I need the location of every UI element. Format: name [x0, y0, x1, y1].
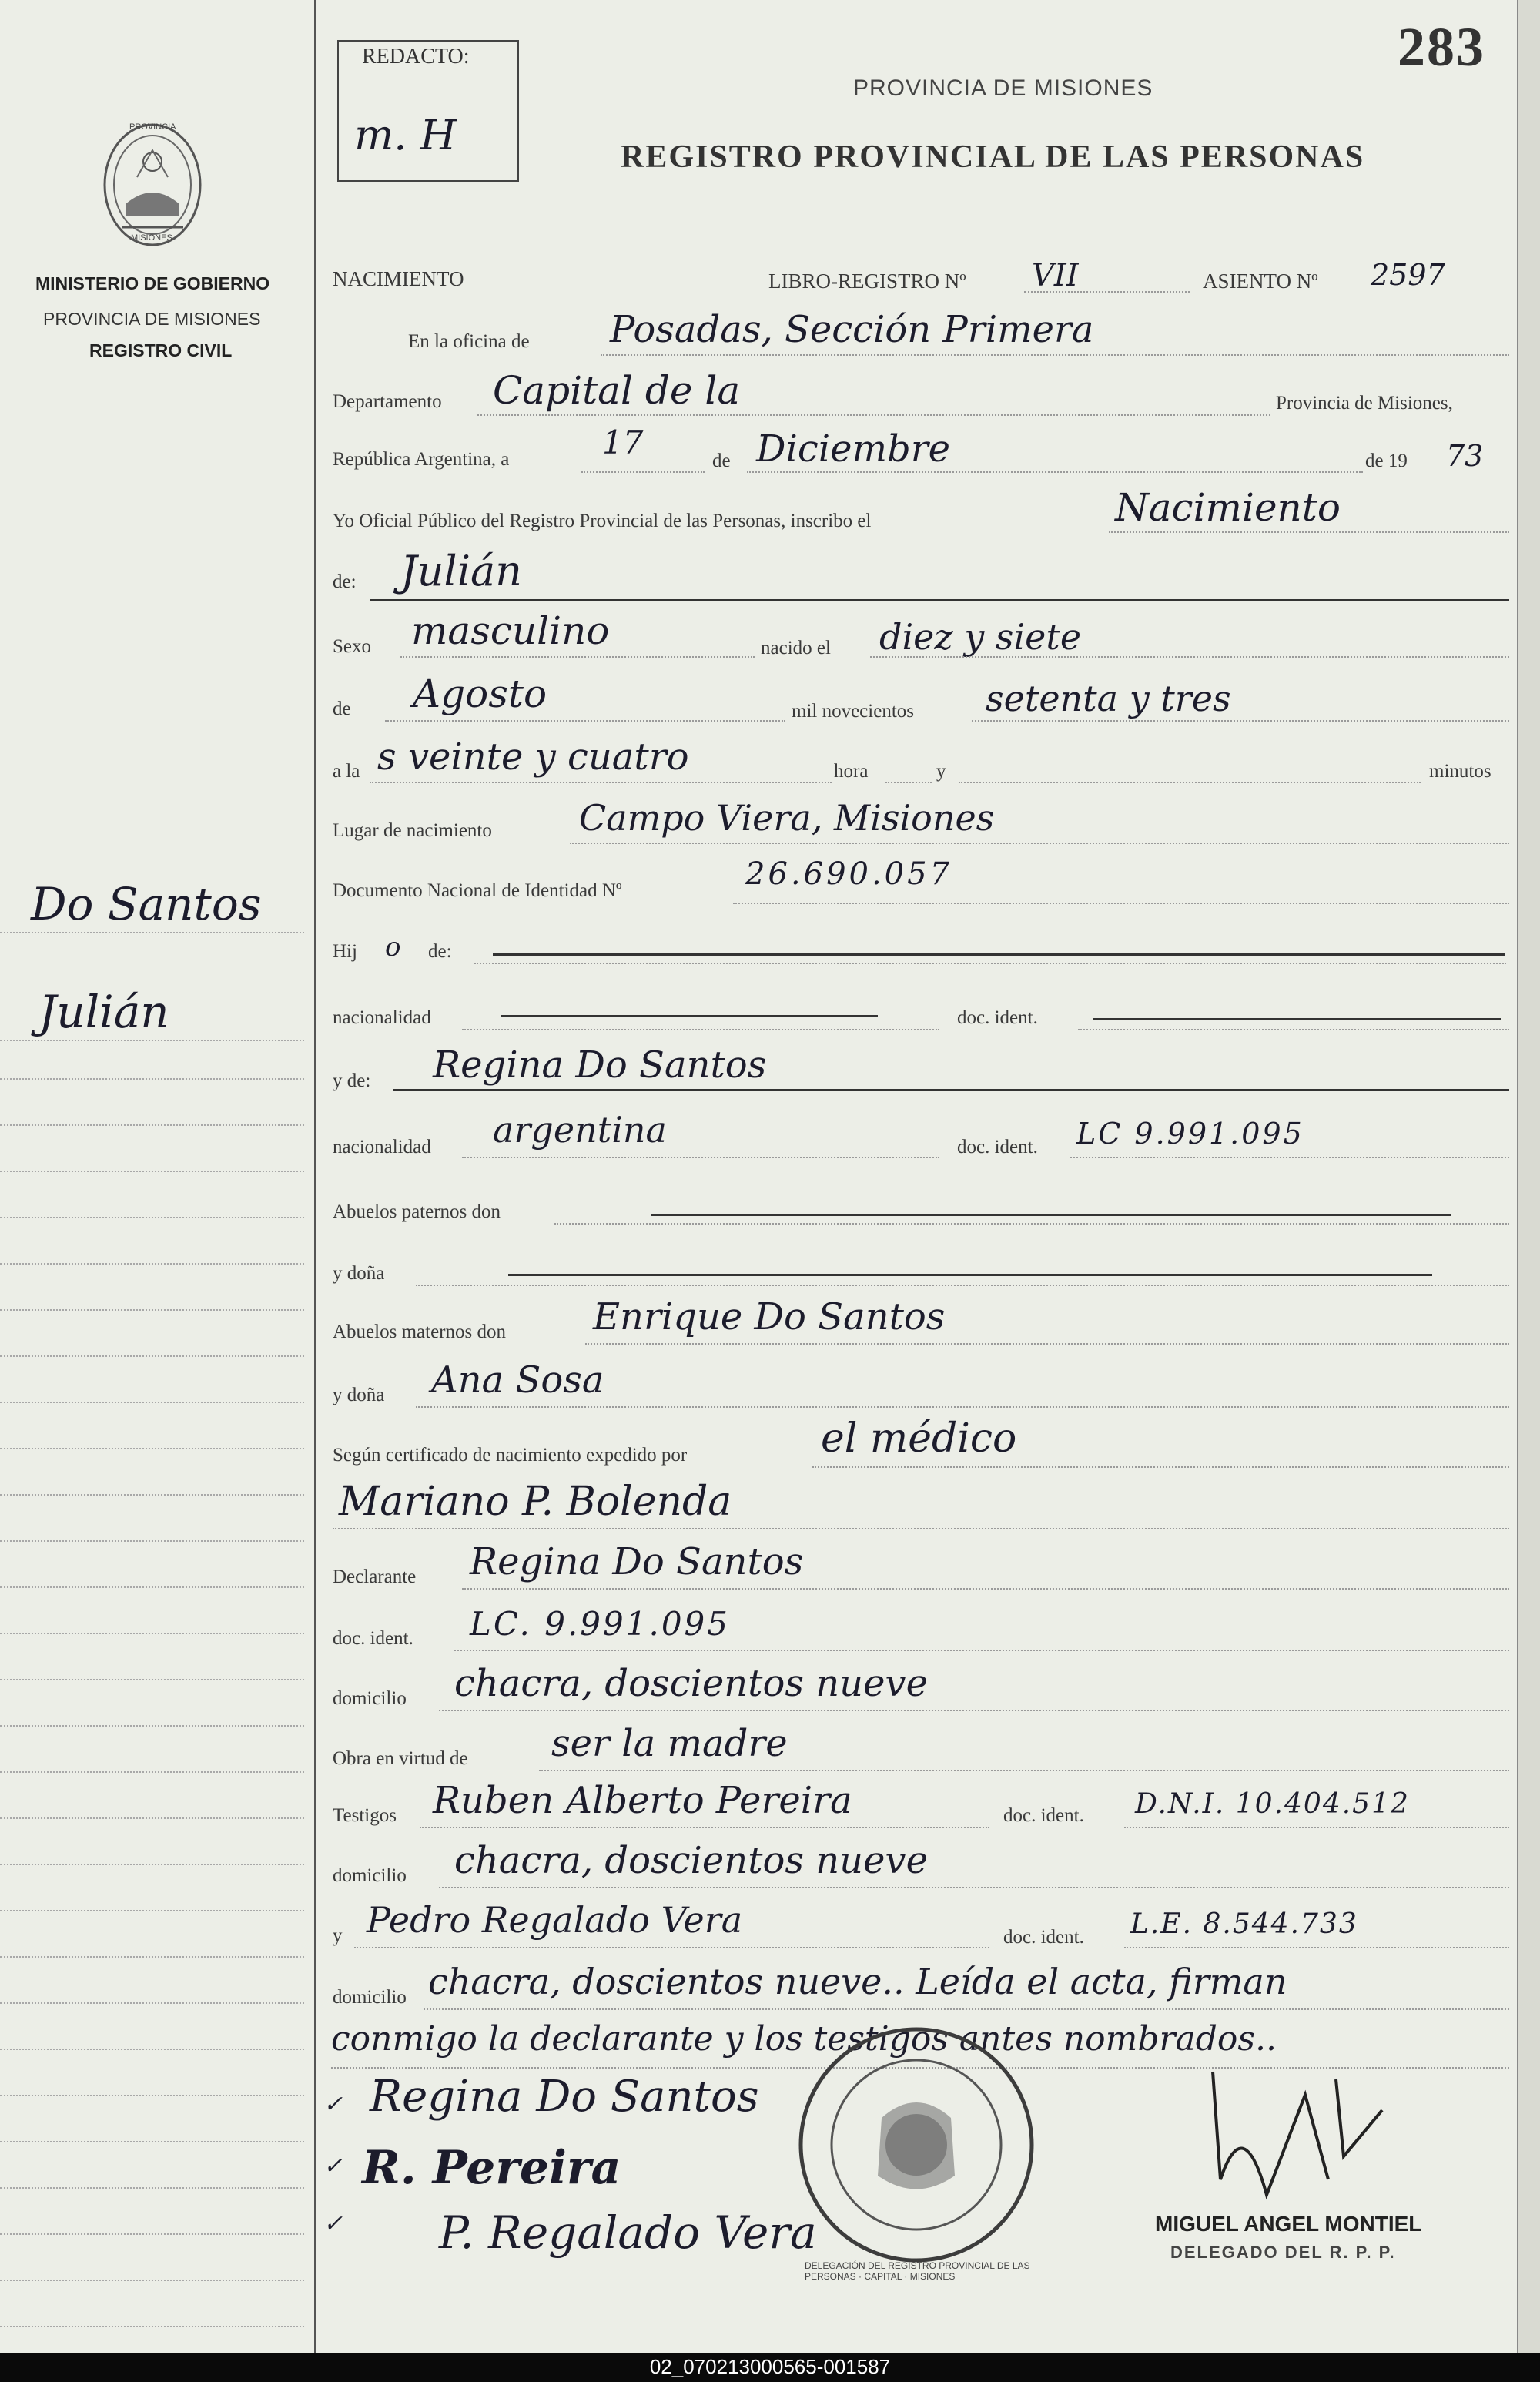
mes-value: Diciembre	[756, 427, 951, 471]
dia-value: 17	[602, 424, 644, 461]
seal-top-text: PROVINCIA	[129, 122, 176, 132]
official-round-stamp	[789, 2018, 1043, 2282]
margin-line	[0, 1910, 304, 1911]
y-label: y	[936, 761, 946, 782]
margin-line	[0, 1956, 304, 1958]
nacimiento-label: NACIMIENTO	[333, 267, 464, 290]
acta-tipo-value: Nacimiento	[1115, 485, 1341, 530]
hijo-label: Hij	[333, 941, 357, 962]
province-heading: PROVINCIA DE MISIONES	[853, 75, 1153, 101]
margin-line	[0, 2141, 304, 2142]
official-title: DELEGADO DEL R. P. P.	[1170, 2243, 1396, 2262]
margin-name: Julián	[38, 986, 169, 1038]
margin-line	[0, 1217, 304, 1218]
nombre-line	[370, 599, 1509, 601]
margin-line	[0, 2187, 304, 2189]
anio-prefix: de 19	[1365, 451, 1408, 471]
official-signature	[1197, 2064, 1398, 2222]
y2-label: y	[333, 1925, 343, 1946]
margin-line	[0, 1402, 304, 1403]
margin-line	[0, 1633, 304, 1634]
hora-label: hora	[834, 761, 869, 782]
madre-line	[393, 1089, 1509, 1091]
margin-line	[0, 1771, 304, 1773]
segun-label: Según certificado de nacimiento expedido por	[333, 1445, 688, 1466]
margin-line	[0, 932, 304, 933]
hora-line	[886, 782, 932, 783]
obra-line	[539, 1770, 1509, 1771]
testigo1-doc: D.N.I. 10.404.512	[1135, 1788, 1410, 1820]
lugar-value: Campo Viera, Misiones	[579, 797, 995, 839]
sig-check-1: ✓	[323, 2091, 343, 2118]
margin-line	[0, 1078, 304, 1080]
testigo2-line	[354, 1947, 989, 1948]
hora-value-line	[370, 782, 832, 783]
nacionalidad-madre-label: nacionalidad	[333, 1137, 431, 1157]
nacido-value: diez y siete	[879, 616, 1082, 658]
hijo-suffix: o	[385, 932, 401, 963]
margin-line	[0, 1309, 304, 1311]
margin-line	[0, 1679, 304, 1680]
sig-check-2: ✓	[323, 2153, 343, 2179]
margin-line	[0, 2326, 304, 2327]
hijo-line	[474, 963, 1506, 964]
minutos-line	[959, 782, 1421, 783]
redacto-value: m. H	[354, 111, 457, 159]
medico-line	[333, 1528, 1509, 1529]
ydona-strike	[508, 1274, 1432, 1276]
testigo1-doc-line	[1124, 1827, 1509, 1828]
margin-line	[0, 1725, 304, 1727]
doc-madre-line	[1070, 1157, 1509, 1158]
signature-testigo-1: R. Pereira	[362, 2141, 621, 2195]
nacido-label: nacido el	[761, 638, 831, 658]
page-number: 283	[1398, 16, 1485, 78]
obra-label: Obra en virtud de	[333, 1748, 468, 1769]
asiento-label: ASIENTO Nº	[1203, 270, 1318, 293]
libro-value: VII	[1032, 258, 1079, 293]
oficina-label: En la oficina de	[408, 331, 530, 352]
acta-tipo-line	[1109, 531, 1509, 533]
ministry-line-2: PROVINCIA DE MISIONES	[43, 309, 261, 329]
anio-nac-value: setenta y tres	[986, 678, 1231, 719]
redacto-label: REDACTO:	[362, 45, 470, 69]
doc-ident-label-3: doc. ident.	[1003, 1805, 1084, 1826]
testigo2-doc: L.E. 8.544.733	[1130, 1908, 1358, 1940]
nacido-line	[870, 656, 1509, 658]
mes-nac-value: Agosto	[413, 672, 547, 716]
testigo2-domicilio: chacra, doscientos nueve.. Leída el acta, firman	[428, 1961, 1287, 2002]
declarante-value: Regina Do Santos	[470, 1540, 804, 1583]
mes-line	[747, 471, 1363, 473]
departamento-line	[477, 414, 1270, 416]
lugar-label: Lugar de nacimiento	[333, 820, 492, 841]
testigo2-doc-line	[1124, 1947, 1509, 1948]
doc-ident-line-1	[1078, 1029, 1509, 1030]
testigo2-value: Pedro Regalado Vera	[367, 1899, 743, 1941]
ala-label: a la	[333, 761, 360, 782]
margin-line	[0, 2002, 304, 2004]
doc-ident-label-4: doc. ident.	[1003, 1927, 1084, 1948]
margin-line	[0, 1171, 304, 1172]
republica-label: República Argentina, a	[333, 449, 510, 470]
margin-rule	[314, 0, 316, 2353]
signature-declarante: Regina Do Santos	[370, 2072, 759, 2122]
segun-value: el médico	[821, 1415, 1017, 1462]
official-name: MIGUEL ANGEL MONTIEL	[1155, 2212, 1422, 2236]
ministry-line-1: MINISTERIO DE GOBIERNO	[35, 273, 270, 293]
doc-declarante-label: doc. ident.	[333, 1628, 413, 1649]
domicilio-line-2	[439, 1887, 1509, 1888]
domicilio-line-1	[439, 1710, 1509, 1711]
domicilio-label-2: domicilio	[333, 1865, 407, 1886]
provincia-suffix: Provincia de Misiones,	[1276, 393, 1453, 414]
margin-line	[0, 1817, 304, 1819]
departamento-label: Departamento	[333, 391, 442, 412]
margin-line	[0, 1263, 304, 1265]
domicilio-label-3: domicilio	[333, 1987, 407, 2008]
seal-bottom-text: MISIONES	[131, 233, 172, 243]
dni-line	[733, 903, 1509, 904]
domicilio-value: chacra, doscientos nueve	[454, 1662, 929, 1705]
ydona-line-1	[416, 1285, 1509, 1286]
libro-label: LIBRO-REGISTRO Nº	[768, 270, 966, 293]
margin-line	[0, 2233, 304, 2235]
registry-title: REGISTRO PROVINCIAL DE LAS PERSONAS	[621, 139, 1365, 175]
dia-line	[581, 471, 705, 473]
abuelos-paternos-line	[554, 1223, 1509, 1225]
margin-line	[0, 2095, 304, 2096]
mes-nac-line	[385, 720, 785, 722]
margin-line	[0, 2049, 304, 2050]
ministry-line-3: REGISTRO CIVIL	[89, 340, 233, 360]
testigo1-value: Ruben Alberto Pereira	[433, 1779, 852, 1822]
margin-line	[0, 1040, 304, 1041]
margin-line	[0, 1586, 304, 1588]
ydona-label-1: y doña	[333, 1263, 385, 1284]
domicilio-label-1: domicilio	[333, 1688, 407, 1709]
declarante-label: Declarante	[333, 1566, 417, 1587]
margin-surname: Do Santos	[31, 878, 262, 930]
ydona-label-2: y doña	[333, 1385, 385, 1405]
de2-label: de:	[333, 571, 357, 592]
doc-ident-label-1: doc. ident.	[957, 1007, 1038, 1028]
doc-madre-value: LC 9.991.095	[1076, 1117, 1304, 1151]
abuelo-materno-value: Enrique Do Santos	[593, 1295, 946, 1338]
margin-line	[0, 1355, 304, 1357]
anio-nac-line	[972, 720, 1509, 722]
abuelos-paternos-label: Abuelos paternos don	[333, 1201, 501, 1222]
margin-line	[0, 1864, 304, 1865]
nacionalidad-line	[462, 1029, 939, 1030]
testigo1-domicilio: chacra, doscientos nueve	[454, 1839, 929, 1882]
hijo-de-label: de:	[428, 941, 452, 962]
yo-oficial-text: Yo Oficial Público del Registro Provincial de las Personas, inscribo el	[333, 511, 872, 531]
doc-declarante-line	[454, 1650, 1509, 1651]
oficina-value: Posadas, Sección Primera	[610, 308, 1094, 351]
doc-ident-strike	[1093, 1018, 1502, 1020]
nombre-value: Julián	[400, 547, 522, 595]
dni-label: Documento Nacional de Identidad Nº	[333, 880, 622, 901]
sig-check-3: ✓	[323, 2210, 343, 2237]
margin-line	[0, 1124, 304, 1126]
nacionalidad-madre-value: argentina	[493, 1109, 667, 1151]
margin-line	[0, 1448, 304, 1449]
doc-ident-label-2: doc. ident.	[957, 1137, 1038, 1157]
stamp-text: DELEGACIÓN DEL REGISTRO PROVINCIAL DE LAS PERSONAS · CAPITAL · MISIONES	[805, 2260, 1030, 2282]
de-label: de	[712, 451, 731, 471]
provincial-coat-of-arms-icon	[99, 119, 206, 258]
margin-line	[0, 2280, 304, 2281]
anio-value: 73	[1446, 439, 1484, 473]
de3-label: de	[333, 699, 351, 719]
abuela-materna-line	[416, 1406, 1509, 1408]
oficina-line	[601, 354, 1509, 356]
nacionalidad-madre-line	[462, 1157, 939, 1158]
segun-line	[812, 1466, 1509, 1468]
doc-declarante-value: LC. 9.991.095	[470, 1605, 730, 1643]
hijo-strike	[493, 953, 1505, 956]
testigo1-line	[420, 1827, 989, 1828]
abuelos-paternos-strike	[651, 1214, 1451, 1216]
margin-line	[0, 1540, 304, 1542]
asiento-value: 2597	[1371, 258, 1445, 292]
margin-line	[0, 1494, 304, 1496]
nacionalidad-label: nacionalidad	[333, 1007, 431, 1028]
nacionalidad-strike	[500, 1015, 878, 1017]
hora-value: s veinte y cuatro	[377, 735, 689, 779]
closing-text: conmigo la declarante y los testigos antes nombrados..	[331, 2019, 1277, 2059]
abuelo-materno-line	[585, 1343, 1509, 1345]
footer-id: 02_070213000565-001587	[649, 2355, 891, 2378]
dni-value: 26.690.057	[745, 856, 953, 892]
domicilio-line-3	[424, 2008, 1509, 2010]
departamento-value: Capital de la	[493, 368, 741, 413]
lugar-line	[570, 843, 1509, 844]
signature-testigo-2: P. Regalado Vera	[439, 2206, 817, 2259]
medico-value: Mariano P. Bolenda	[339, 1479, 732, 1525]
sexo-line	[400, 656, 755, 658]
madre-value: Regina Do Santos	[433, 1044, 767, 1087]
yde-label: y de:	[333, 1070, 371, 1091]
redacto-box	[337, 40, 519, 182]
minutos-label: minutos	[1429, 761, 1491, 782]
page-edge	[1518, 0, 1540, 2353]
sexo-value: masculino	[411, 608, 610, 653]
libro-line	[1024, 291, 1190, 293]
abuela-materna-value: Ana Sosa	[431, 1359, 604, 1402]
testigos-label: Testigos	[333, 1805, 397, 1826]
mil-label: mil novecientos	[792, 701, 914, 722]
sexo-label: Sexo	[333, 636, 371, 657]
obra-value: ser la madre	[551, 1722, 788, 1765]
declarante-line	[462, 1588, 1509, 1590]
abuelos-maternos-label: Abuelos maternos don	[333, 1322, 506, 1342]
